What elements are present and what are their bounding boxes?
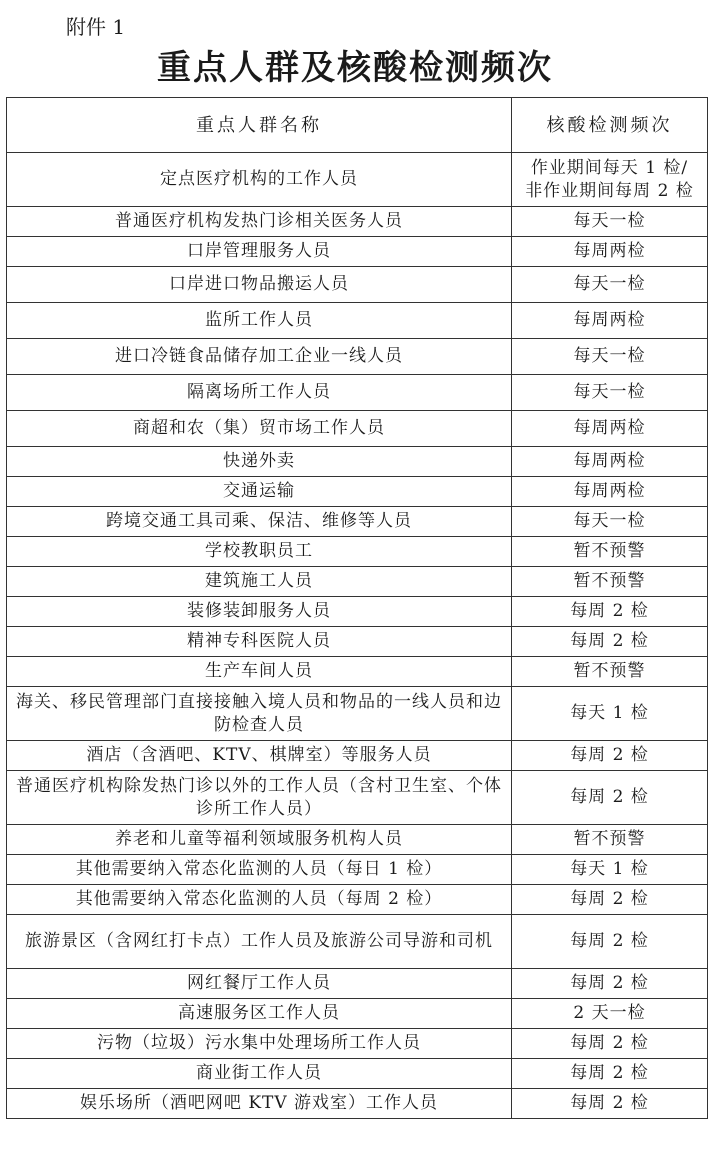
frequency-cell: 每天 1 检 bbox=[512, 687, 708, 741]
frequency-cell: 每周两检 bbox=[512, 477, 708, 507]
group-name-cell: 快递外卖 bbox=[7, 447, 512, 477]
attachment-label: 附件 1 bbox=[66, 15, 126, 39]
table-row bbox=[7, 1089, 708, 1119]
frequency-cell: 每天一检 bbox=[512, 267, 708, 303]
table-row bbox=[7, 825, 708, 855]
column-header-group: 重点人群名称 bbox=[7, 98, 512, 153]
frequency-cell: 每周 2 检 bbox=[512, 969, 708, 999]
frequency-cell: 2 天一检 bbox=[512, 999, 708, 1029]
table-row bbox=[7, 237, 708, 267]
group-name-cell: 其他需要纳入常态化监测的人员（每周 2 检） bbox=[7, 885, 512, 915]
group-name-cell: 商超和农（集）贸市场工作人员 bbox=[7, 411, 512, 447]
group-name-cell: 口岸管理服务人员 bbox=[7, 237, 512, 267]
frequency-cell: 每周 2 检 bbox=[512, 1059, 708, 1089]
table-header-row bbox=[7, 98, 708, 153]
group-name-cell: 学校教职员工 bbox=[7, 537, 512, 567]
table-row bbox=[7, 1059, 708, 1089]
group-name-cell: 商业街工作人员 bbox=[7, 1059, 512, 1089]
group-name-cell: 跨境交通工具司乘、保洁、维修等人员 bbox=[7, 507, 512, 537]
group-name-cell: 生产车间人员 bbox=[7, 657, 512, 687]
table-row bbox=[7, 567, 708, 597]
group-name-cell: 旅游景区（含网红打卡点）工作人员及旅游公司导游和司机 bbox=[7, 915, 512, 969]
group-name-cell: 监所工作人员 bbox=[7, 303, 512, 339]
group-name-cell: 精神专科医院人员 bbox=[7, 627, 512, 657]
frequency-cell: 每周 2 检 bbox=[512, 771, 708, 825]
table-row bbox=[7, 507, 708, 537]
frequency-cell: 每周 2 检 bbox=[512, 741, 708, 771]
table-row bbox=[7, 687, 708, 741]
table-row bbox=[7, 411, 708, 447]
frequency-cell: 每周 2 检 bbox=[512, 915, 708, 969]
table-row bbox=[7, 153, 708, 207]
table-row bbox=[7, 267, 708, 303]
frequency-cell: 暂不预警 bbox=[512, 567, 708, 597]
group-name-cell: 网红餐厅工作人员 bbox=[7, 969, 512, 999]
frequency-cell: 每周两检 bbox=[512, 303, 708, 339]
group-name-cell: 海关、移民管理部门直接接触入境人员和物品的一线人员和边防检查人员 bbox=[7, 687, 512, 741]
frequency-cell: 每周 2 检 bbox=[512, 885, 708, 915]
column-header-frequency: 核酸检测频次 bbox=[512, 98, 708, 153]
frequency-cell: 每周 2 检 bbox=[512, 1029, 708, 1059]
group-name-cell: 定点医疗机构的工作人员 bbox=[7, 153, 512, 207]
frequency-cell: 每天一检 bbox=[512, 375, 708, 411]
group-name-cell: 酒店（含酒吧、KTV、棋牌室）等服务人员 bbox=[7, 741, 512, 771]
table-row bbox=[7, 447, 708, 477]
frequency-cell: 暂不预警 bbox=[512, 657, 708, 687]
frequency-cell: 每天一检 bbox=[512, 507, 708, 537]
table-row bbox=[7, 537, 708, 567]
table-row bbox=[7, 771, 708, 825]
table-row bbox=[7, 741, 708, 771]
frequency-cell: 每周两检 bbox=[512, 447, 708, 477]
group-name-cell: 普通医疗机构除发热门诊以外的工作人员（含村卫生室、个体诊所工作人员） bbox=[7, 771, 512, 825]
group-name-cell: 建筑施工人员 bbox=[7, 567, 512, 597]
table-row bbox=[7, 597, 708, 627]
table-row bbox=[7, 303, 708, 339]
table-row bbox=[7, 627, 708, 657]
group-name-cell: 娱乐场所（酒吧网吧 KTV 游戏室）工作人员 bbox=[7, 1089, 512, 1119]
group-name-cell: 装修装卸服务人员 bbox=[7, 597, 512, 627]
table-row bbox=[7, 375, 708, 411]
group-name-cell: 口岸进口物品搬运人员 bbox=[7, 267, 512, 303]
frequency-cell: 每周 2 检 bbox=[512, 597, 708, 627]
frequency-cell: 每天一检 bbox=[512, 207, 708, 237]
table-row bbox=[7, 477, 708, 507]
table-row bbox=[7, 885, 708, 915]
group-name-cell: 进口冷链食品储存加工企业一线人员 bbox=[7, 339, 512, 375]
group-name-cell: 交通运输 bbox=[7, 477, 512, 507]
table-row bbox=[7, 999, 708, 1029]
frequency-cell: 每周 2 检 bbox=[512, 1089, 708, 1119]
group-name-cell: 养老和儿童等福利领域服务机构人员 bbox=[7, 825, 512, 855]
frequency-cell: 暂不预警 bbox=[512, 825, 708, 855]
frequency-cell: 每周两检 bbox=[512, 411, 708, 447]
frequency-cell: 作业期间每天 1 检/ 非作业期间每周 2 检 bbox=[512, 153, 708, 207]
frequency-cell: 暂不预警 bbox=[512, 537, 708, 567]
table-row bbox=[7, 855, 708, 885]
frequency-table bbox=[6, 97, 708, 1119]
group-name-cell: 其他需要纳入常态化监测的人员（每日 1 检） bbox=[7, 855, 512, 885]
frequency-cell: 每周两检 bbox=[512, 237, 708, 267]
group-name-cell: 普通医疗机构发热门诊相关医务人员 bbox=[7, 207, 512, 237]
table-row bbox=[7, 915, 708, 969]
table-row bbox=[7, 1029, 708, 1059]
frequency-cell: 每天一检 bbox=[512, 339, 708, 375]
frequency-cell: 每天 1 检 bbox=[512, 855, 708, 885]
table-row bbox=[7, 657, 708, 687]
table-row bbox=[7, 207, 708, 237]
document-title: 重点人群及核酸检测频次 bbox=[157, 48, 553, 88]
table-row bbox=[7, 969, 708, 999]
group-name-cell: 高速服务区工作人员 bbox=[7, 999, 512, 1029]
table-row bbox=[7, 339, 708, 375]
group-name-cell: 污物（垃圾）污水集中处理场所工作人员 bbox=[7, 1029, 512, 1059]
frequency-cell: 每周 2 检 bbox=[512, 627, 708, 657]
group-name-cell: 隔离场所工作人员 bbox=[7, 375, 512, 411]
